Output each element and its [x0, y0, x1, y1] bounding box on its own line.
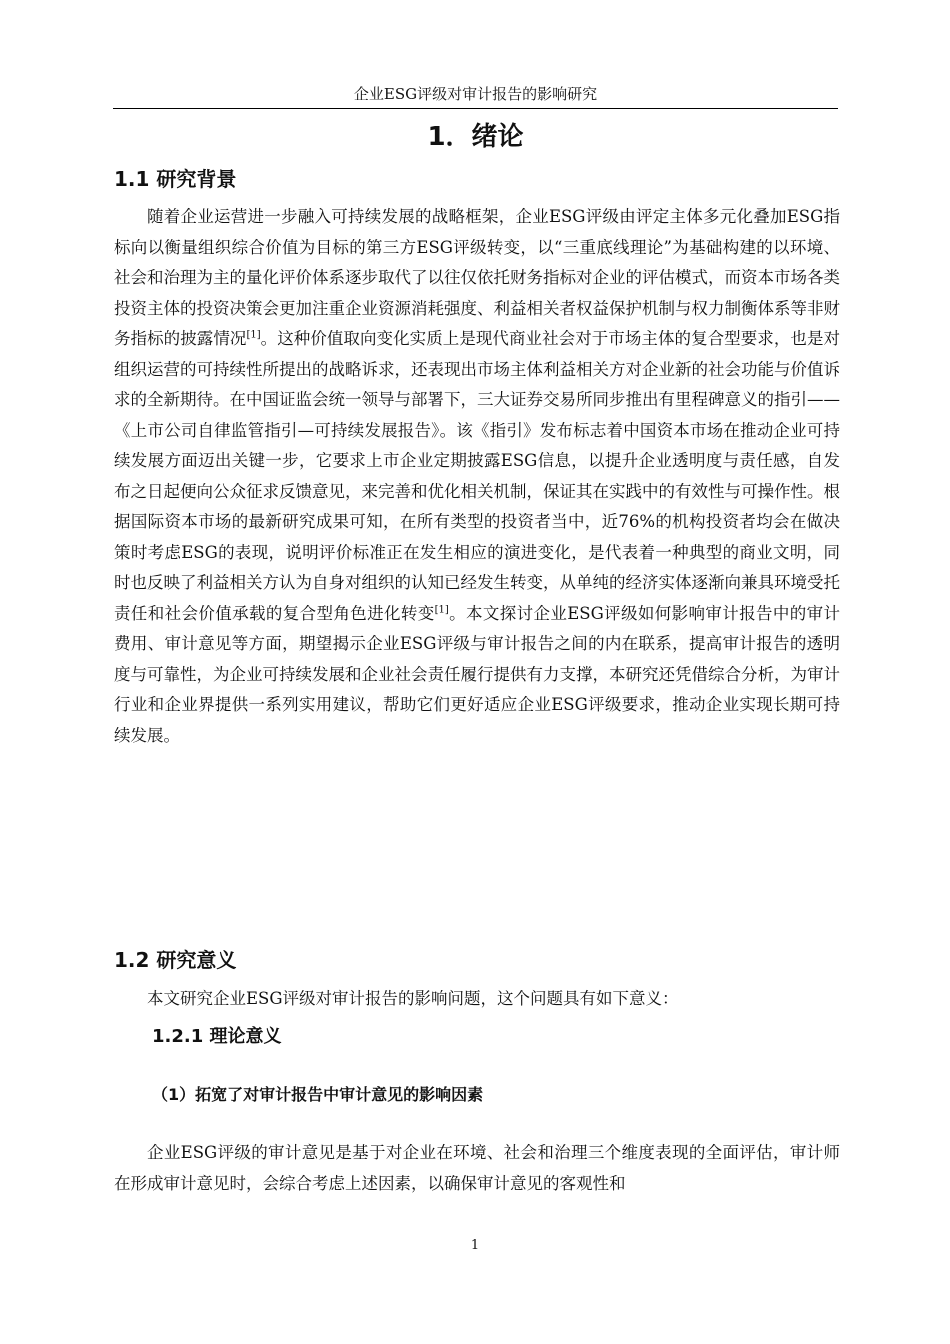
- running-title: 企业ESG评级对审计报告的影响研究: [353, 85, 598, 103]
- paragraph-text: 本文研究企业ESG评级对审计报告的影响问题，这个问题具有如下意义：: [147, 989, 679, 1008]
- point-heading-1: （1）拓宽了对审计报告中审计意见的影响因素: [152, 1085, 484, 1104]
- citation-ref[interactable]: [1]: [246, 329, 261, 341]
- paragraph-text: 随着企业运营进一步融入可持续发展的战略框架，企业ESG评级由评定主体多元化叠加ESG指标向以衡量组织综合价值为目标的第三方ESG评级转变，以“三重底线理论”为基础构建的以环境、社会和治理为主的量化评价体系逐步取代了以往仅依托财务指标对企业的评估模式，而资本市场各类投资主体的投资决策会更加注重企业资源消耗强度、利益相关者权益保护机制与权力制衡体系等非财务指标的披露情况: [114, 207, 840, 348]
- section-heading-research-significance: 1.2 研究意义: [114, 948, 237, 972]
- paragraph-point-1: [114, 1138, 840, 1199]
- paragraph-text: 。这种价值取向变化实质上是现代商业社会对于市场主体的复合型要求，也是对组织运营的可持续性所提出的战略诉求，还表现出市场主体利益相关方对企业新的社会功能与价值诉求的全新期待。在中国证监会统一领导与部署下，三大证券交易所同步推出有里程碑意义的指引——《上市公司自律监管指引—可持续发展报告》。该《指引》发布标志着中国资本市场在推动企业可持续发展方面迈出关键一步，它要求上市企业定期披露ESG信息，以提升企业透明度与责任感，自发布之日起便向公众征求反馈意见，来完善和优化相关机制，保证其在实践中的有效性与可操作性。根据国际资本市场的最新研究成果可知，在所有类型的投资者当中，近76%的机构投资者均会在做决策时考虑ESG的表现，说明评价标准正在发生相应的演进变化，是代表着一种典型的商业文明，同时也反映了利益相关方认为自身对组织的认知已经发生转变，从单纯的经济实体逐渐向兼具环境受托责任和社会价值承载的复合型角色进化转变: [114, 329, 841, 623]
- page-number: 1: [470, 1238, 480, 1253]
- chapter-title: 1．绪论: [427, 122, 524, 152]
- paragraph-text: 企业ESG评级的审计意见是基于对企业在环境、社会和治理三个维度表现的全面评估，审计师在形成审计意见时，会综合考虑上述因素，以确保审计意见的客观性和: [114, 1143, 840, 1193]
- subsection-heading-theoretical-significance: 1.2.1 理论意义: [152, 1026, 282, 1047]
- paragraph-significance-intro: [114, 984, 840, 1015]
- citation-ref[interactable]: [1]: [434, 604, 449, 615]
- paragraph-research-background: [114, 202, 840, 751]
- paragraph-text: 。本文探讨企业ESG评级如何影响审计报告中的审计费用、审计意见等方面，期望揭示企业ESG评级与审计报告之间的内在联系，提高审计报告的透明度与可靠性，为企业可持续发展和企业社会责任履行提供有力支撑，本研究还凭借综合分析，为审计行业和企业界提供一系列实用建议，帮助它们更好适应企业ESG评级要求，推动企业实现长期可持续发展。: [114, 603, 841, 745]
- section-heading-research-background: 1.1 研究背景: [114, 167, 237, 191]
- page-header: [113, 84, 838, 109]
